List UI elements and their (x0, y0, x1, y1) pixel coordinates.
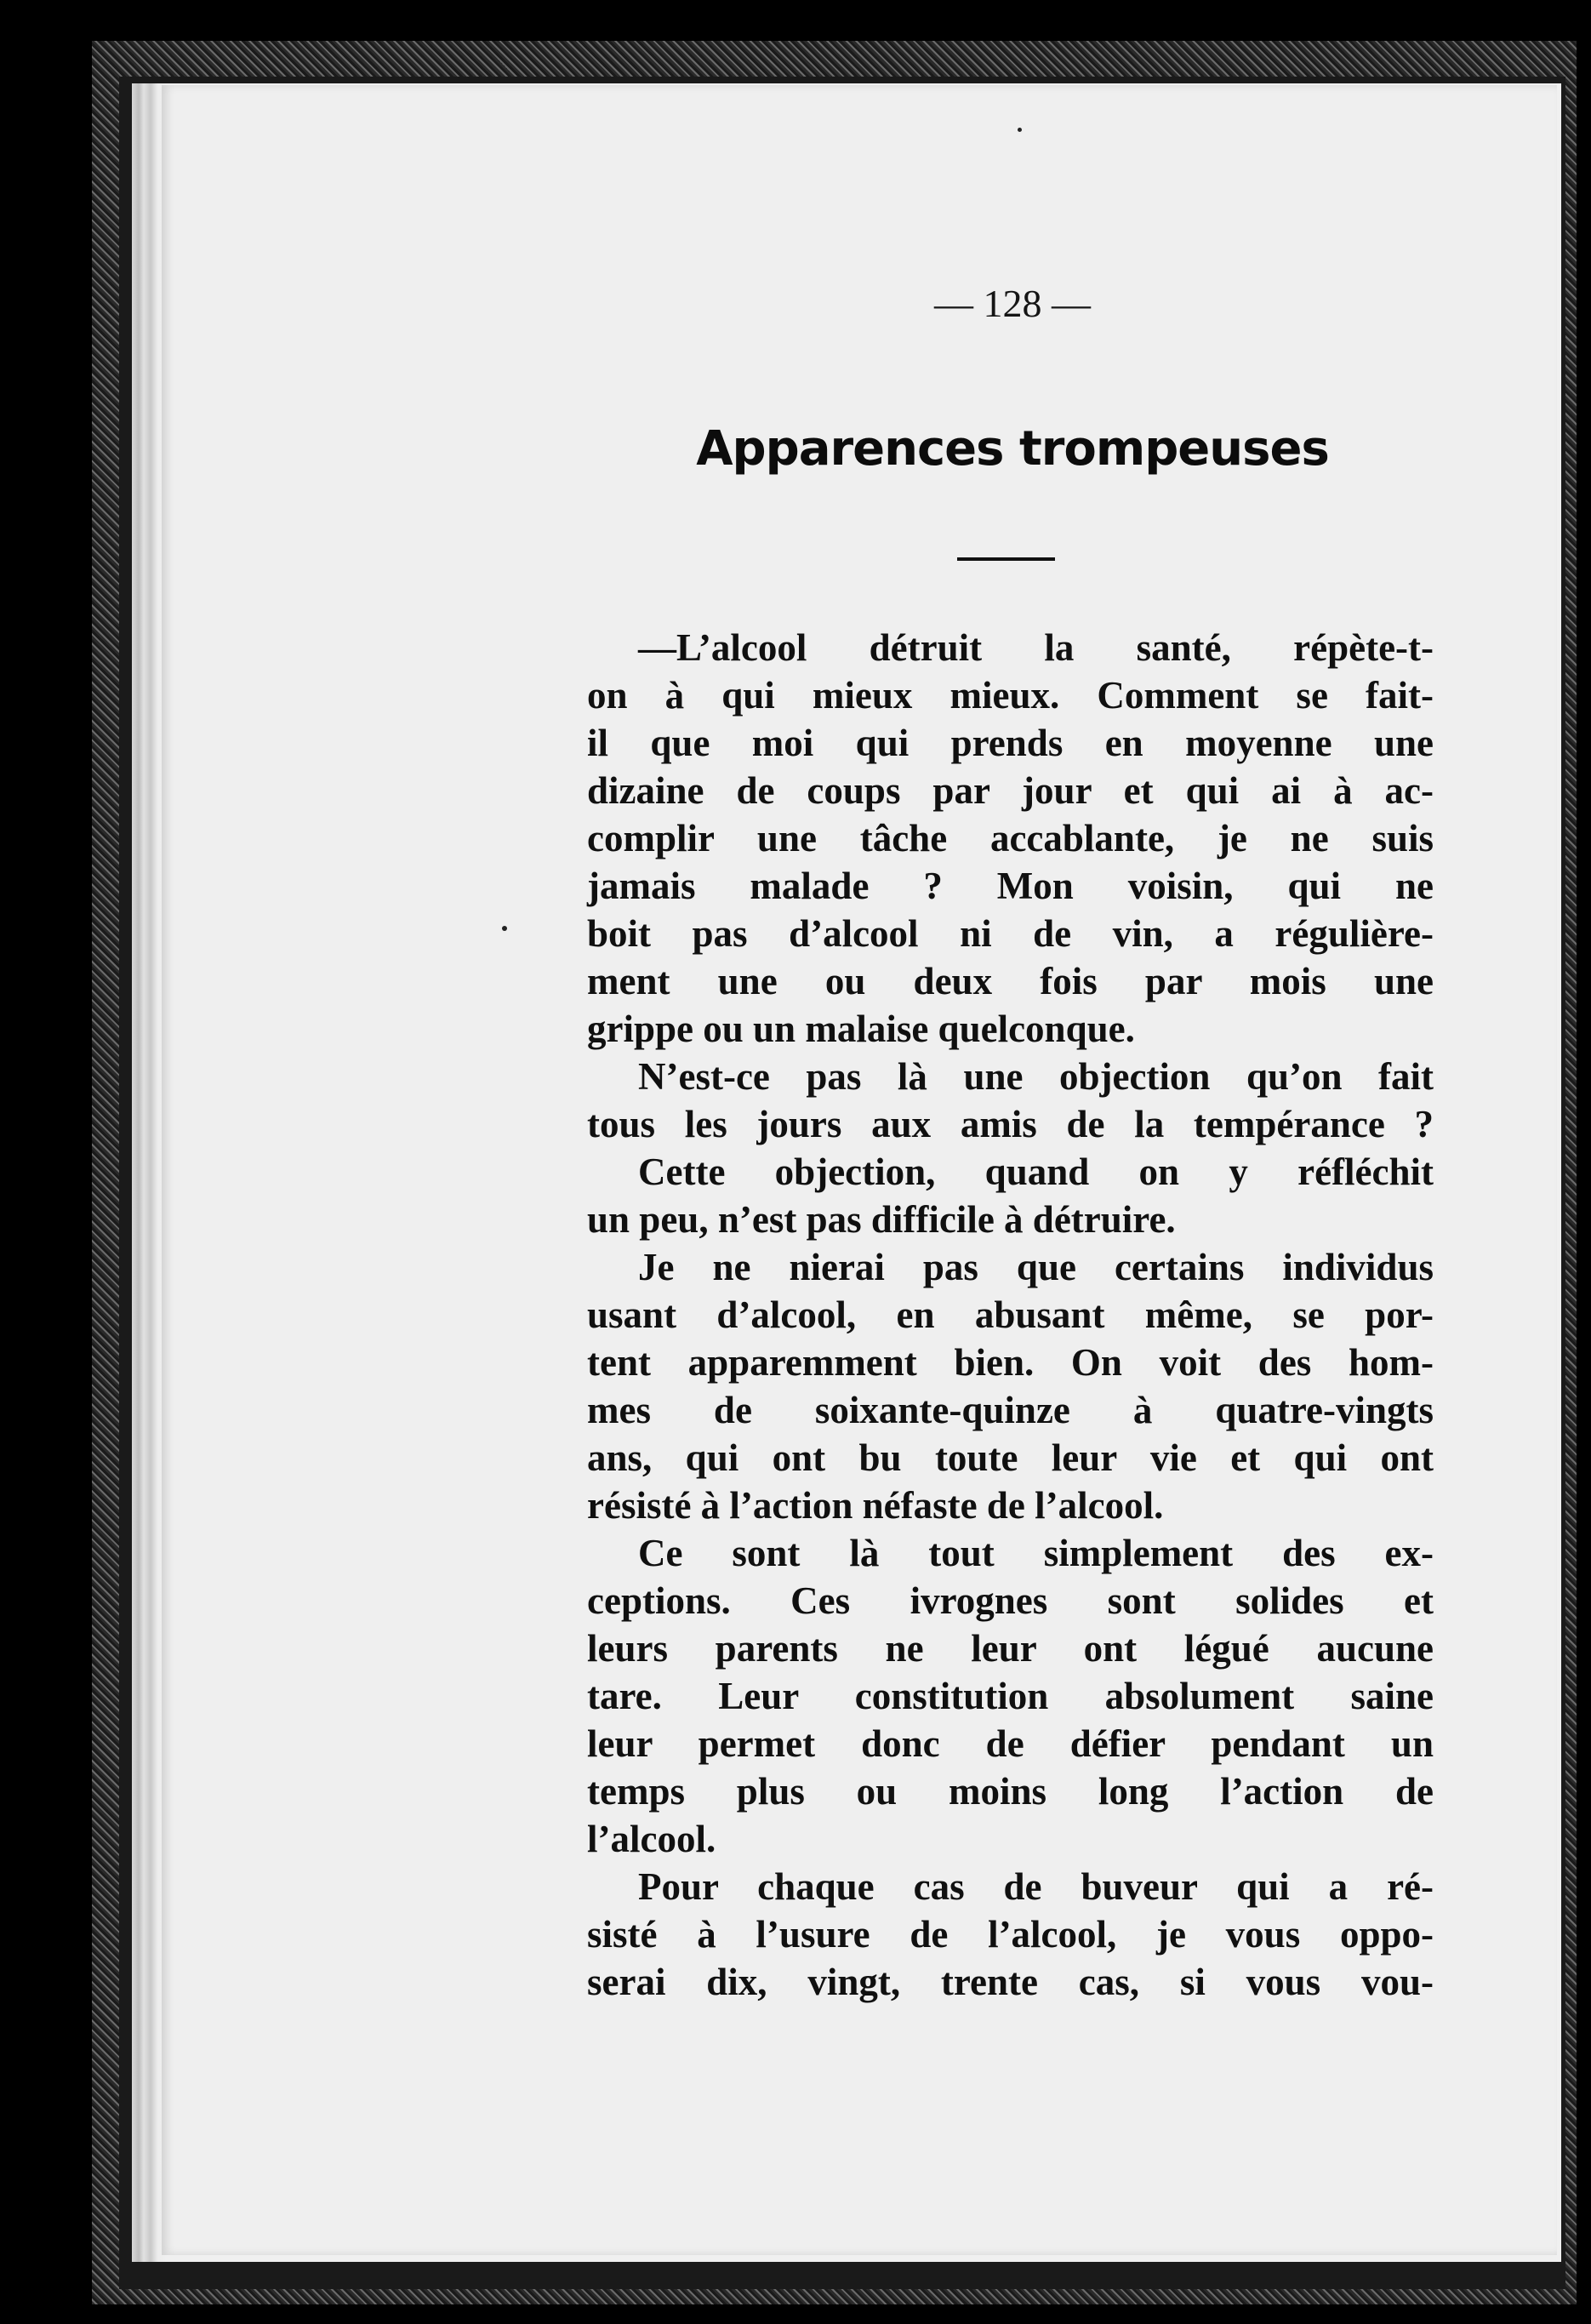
text-line: dizaine de coups par jour et qui ai à ac- (587, 769, 1434, 812)
body-text (587, 624, 1434, 2006)
text-line: ans, qui ont bu toute leur vie et qui ont (587, 1436, 1434, 1479)
text-line: Ce sont là tout simplement des ex- (638, 1532, 1434, 1574)
text-line: —L’alcool détruit la santé, répète-t- (638, 626, 1434, 669)
text-line: Pour chaque cas de buveur qui a ré- (638, 1865, 1434, 1908)
text-line: sisté à l’usure de l’alcool, je vous oppo- (587, 1913, 1434, 1956)
text-line: tous les jours aux amis de la tempérance ? (587, 1103, 1434, 1145)
text-line: on à qui mieux mieux. Comment se fait- (587, 674, 1434, 717)
text-line: boit pas d’alcool ni de vin, a régulière- (587, 912, 1434, 955)
text-line: Cette objection, quand on y réfléchit (638, 1151, 1434, 1193)
margin-speck (1018, 128, 1022, 132)
text-line: tare. Leur constitution absolument saine (587, 1675, 1434, 1717)
text-line: leurs parents ne leur ont légué aucune (587, 1627, 1434, 1670)
chapter-title: Apparences trompeuses (696, 421, 1329, 477)
text-line: mes de soixante-quinze à quatre-vingts (587, 1389, 1434, 1431)
text-line: grippe ou un malaise quelconque. (587, 1008, 1135, 1050)
text-line: un peu, n’est pas difficile à détruire. (587, 1198, 1176, 1241)
text-line: leur permet donc de défier pendant un (587, 1722, 1434, 1765)
title-rule (957, 557, 1055, 561)
text-line: serai dix, vingt, trente cas, si vous vou- (587, 1961, 1434, 2003)
text-line: jamais malade ? Mon voisin, qui ne (587, 865, 1434, 907)
text-line: usant d’alcool, en abusant même, se por- (587, 1293, 1434, 1336)
text-line: ment une ou deux fois par mois une (587, 960, 1434, 1002)
text-line: Je ne nierai pas que certains individus (638, 1246, 1434, 1288)
page-number: — 128 — (934, 282, 1091, 325)
text-line: résisté à l’action néfaste de l’alcool. (587, 1484, 1164, 1527)
text-line: il que moi qui prends en moyenne une (587, 722, 1434, 764)
text-line: complir une tâche accablante, je ne suis (587, 817, 1434, 859)
text-line: l’alcool. (587, 1818, 716, 1860)
text-line: temps plus ou moins long l’action de (587, 1770, 1434, 1813)
text-line: ceptions. Ces ivrognes sont solides et (587, 1579, 1434, 1622)
margin-speck (502, 926, 507, 931)
text-line: tent apparemment bien. On voit des hom- (587, 1341, 1434, 1384)
text-line: N’est-ce pas là une objection qu’on fait (638, 1055, 1434, 1098)
